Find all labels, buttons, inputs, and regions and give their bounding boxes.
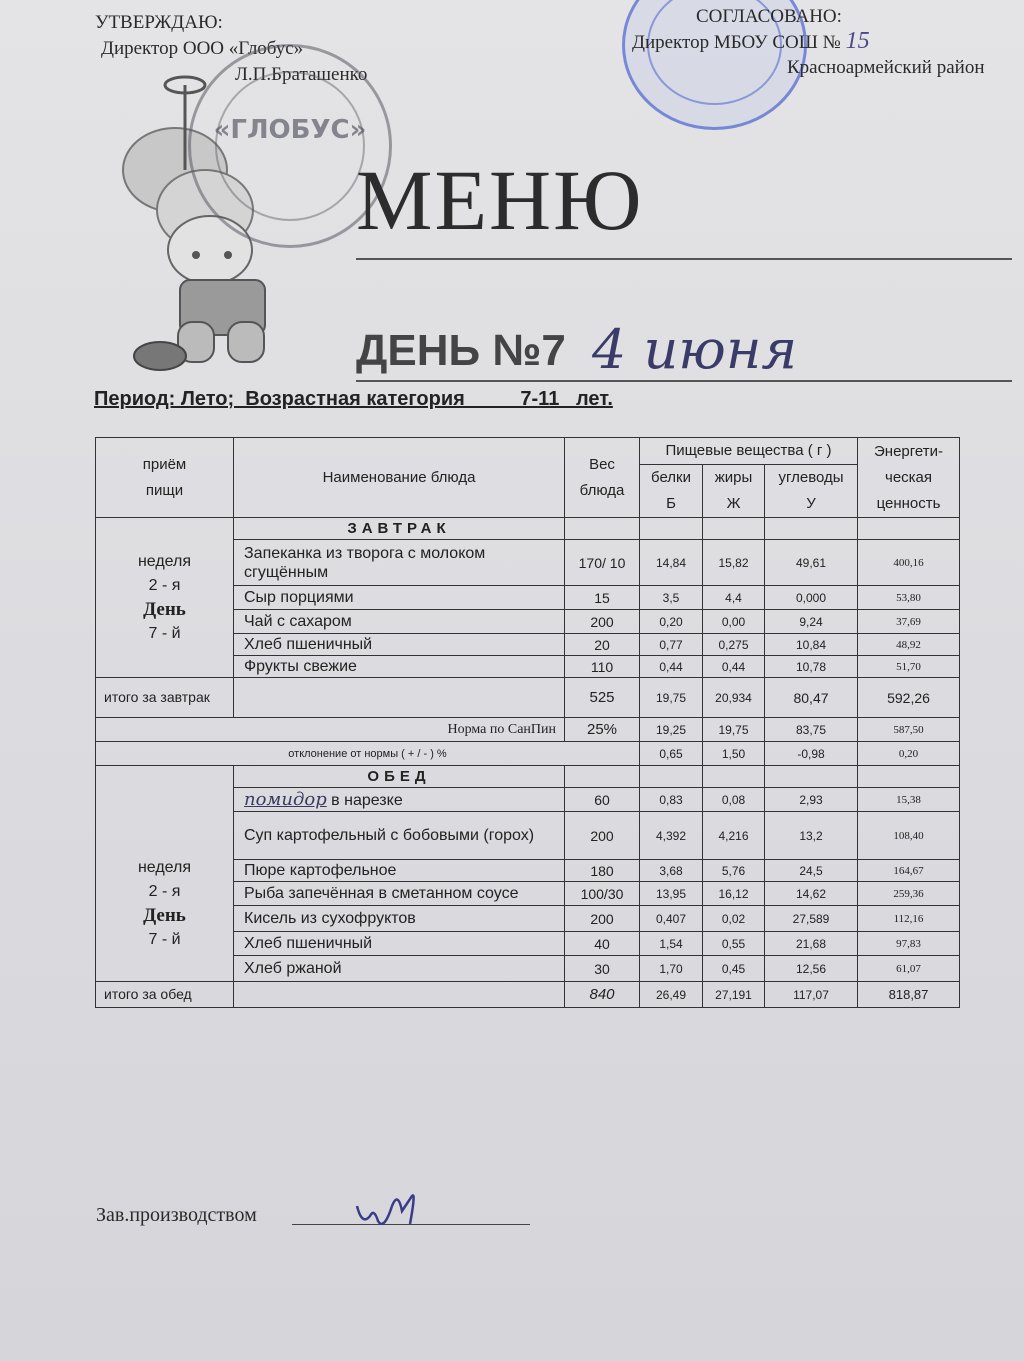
breakfast-total-protein: 19,75 (640, 678, 703, 718)
header-energy-line3: ценность (876, 494, 941, 512)
agreement-district: Красноармейский район (787, 57, 985, 78)
header-energy-line2: ческая (885, 468, 933, 486)
company-stamp-inner-ring (215, 71, 365, 221)
week-label: неделя (137, 552, 192, 570)
dish-fat: 15,82 (703, 540, 765, 586)
dish-protein: 14,84 (640, 540, 703, 586)
dish-name: Хлеб ржаной (234, 956, 565, 982)
dish-weight: 20 (565, 634, 640, 656)
lunch-total-carbs: 117,07 (765, 982, 858, 1008)
header-weight-line2: блюда (579, 481, 625, 499)
dish-name: Хлеб пшеничный (234, 932, 565, 956)
breakfast-section-title: ЗАВТРАК (234, 518, 565, 540)
header-carbs-symbol: У (806, 495, 816, 512)
dish-energy: 164,67 (858, 860, 960, 882)
empty-cell (765, 766, 858, 788)
dish-name: Хлеб пшеничный (234, 634, 565, 656)
dish-weight: 200 (565, 812, 640, 860)
dish-protein: 4,392 (640, 812, 703, 860)
school-number: 15 (845, 28, 870, 54)
header-protein-label: белки (651, 469, 691, 486)
empty-cell (640, 766, 703, 788)
dish-protein: 0,407 (640, 906, 703, 932)
approval-position: Директор ООО «Глобус» (101, 38, 304, 59)
header-weight (565, 438, 640, 518)
breakfast-total-fat: 20,934 (703, 678, 765, 718)
dish-weight: 110 (565, 656, 640, 678)
breakfast-week-cell (96, 518, 234, 678)
empty-cell (703, 518, 765, 540)
lunch-total-weight: 840 (565, 982, 640, 1008)
day-number: 7 - й (148, 930, 181, 948)
dish-protein: 13,95 (640, 882, 703, 906)
approval-signer: Л.П.Браташенко (235, 64, 368, 85)
dish-fat: 0,55 (703, 932, 765, 956)
dish-name: Суп картофельный с бобовыми (горох) (234, 812, 565, 860)
dish-name (234, 788, 565, 812)
dish-energy: 15,38 (858, 788, 960, 812)
dish-fat: 4,4 (703, 586, 765, 610)
dish-name: Пюре картофельное (234, 860, 565, 882)
dish-name: Чай с сахаром (234, 610, 565, 634)
norm-fat: 19,75 (703, 718, 765, 742)
agreement-position-text: Директор МБОУ СОШ № (632, 32, 841, 53)
header-meal (96, 438, 234, 518)
empty-cell (565, 518, 640, 540)
menu-table (95, 437, 960, 1008)
lunch-section-title: ОБЕД (234, 766, 565, 788)
dish-carbs: 12,56 (765, 956, 858, 982)
dish-carbs: 49,61 (765, 540, 858, 586)
breakfast-total-energy: 592,26 (858, 678, 960, 718)
dish-name-printed: в нарезке (331, 791, 403, 809)
company-stamp-name: «ГЛОБУС» (213, 115, 367, 145)
deviation-label: отклонение от нормы ( + / - ) % (96, 742, 640, 766)
dish-carbs: 21,68 (765, 932, 858, 956)
header-energy (858, 438, 960, 518)
dish-name: Кисель из сухофруктов (234, 906, 565, 932)
empty-cell (858, 766, 960, 788)
deviation-carbs: -0,98 (765, 742, 858, 766)
norm-label: Норма по СанПин (96, 718, 565, 742)
dish-weight: 180 (565, 860, 640, 882)
dish-protein: 0,77 (640, 634, 703, 656)
header-weight-line1: Вес (589, 455, 615, 473)
dish-energy: 112,16 (858, 906, 960, 932)
header-fat (703, 465, 765, 518)
lunch-total-protein: 26,49 (640, 982, 703, 1008)
dish-fat: 0,45 (703, 956, 765, 982)
norm-energy: 587,50 (858, 718, 960, 742)
dish-weight: 100/30 (565, 882, 640, 906)
header-protein-symbol: Б (666, 495, 676, 512)
day-number: 7 - й (148, 624, 181, 642)
lunch-total-energy: 818,87 (858, 982, 960, 1008)
header-meal-line1: приём (142, 455, 187, 473)
dish-carbs: 0,000 (765, 586, 858, 610)
dish-fat: 0,08 (703, 788, 765, 812)
dish-protein: 1,70 (640, 956, 703, 982)
dish-energy: 61,07 (858, 956, 960, 982)
empty-cell (765, 518, 858, 540)
dish-protein: 3,5 (640, 586, 703, 610)
dish-name: Фрукты свежие (234, 656, 565, 678)
dish-weight: 200 (565, 906, 640, 932)
title-underline (356, 258, 1012, 260)
lunch-total-label: итого за обед (96, 982, 234, 1008)
dish-weight: 60 (565, 788, 640, 812)
norm-protein: 19,25 (640, 718, 703, 742)
empty-cell (703, 766, 765, 788)
week-number: 2 - я (148, 882, 181, 900)
dish-energy: 48,92 (858, 634, 960, 656)
week-label: неделя (137, 858, 192, 876)
agreement-block (632, 4, 1012, 80)
dish-protein: 0,83 (640, 788, 703, 812)
week-number: 2 - я (148, 576, 181, 594)
deviation-row (96, 742, 960, 766)
empty-cell (234, 982, 565, 1008)
agreement-heading: СОГЛАСОВАНО: (696, 6, 842, 27)
dish-name: Сыр порциями (234, 586, 565, 610)
dish-fat: 16,12 (703, 882, 765, 906)
dish-energy: 51,70 (858, 656, 960, 678)
dish-energy: 108,40 (858, 812, 960, 860)
dish-weight: 40 (565, 932, 640, 956)
dish-name-handwritten: помидор (244, 788, 327, 810)
dish-fat: 0,275 (703, 634, 765, 656)
dish-fat: 0,44 (703, 656, 765, 678)
dish-energy: 400,16 (858, 540, 960, 586)
approval-heading: УТВЕРЖДАЮ: (95, 12, 223, 33)
breakfast-section-row (96, 518, 960, 540)
deviation-fat: 1,50 (703, 742, 765, 766)
dish-fat: 0,02 (703, 906, 765, 932)
empty-cell (565, 766, 640, 788)
page-title: МЕНЮ (356, 152, 644, 248)
agreement-position (632, 29, 1012, 55)
dish-carbs: 10,78 (765, 656, 858, 678)
empty-cell (858, 518, 960, 540)
dish-fat: 5,76 (703, 860, 765, 882)
header-fat-symbol: Ж (726, 495, 741, 512)
norm-carbs: 83,75 (765, 718, 858, 742)
dish-carbs: 10,84 (765, 634, 858, 656)
header-carbs-label: углеводы (778, 469, 844, 486)
footer-label: Зав.производством (96, 1204, 257, 1226)
dish-carbs: 13,2 (765, 812, 858, 860)
day-word: День (143, 904, 186, 926)
dish-name: Рыба запечённая в сметанном соусе (234, 882, 565, 906)
dish-energy: 37,69 (858, 610, 960, 634)
dish-carbs: 9,24 (765, 610, 858, 634)
day-label: ДЕНЬ №7 (356, 326, 566, 375)
period-line: Период: Лето; Возрастная категория 7-11 лет. (94, 388, 613, 410)
dish-energy: 259,36 (858, 882, 960, 906)
dish-weight: 15 (565, 586, 640, 610)
dish-protein: 1,54 (640, 932, 703, 956)
header-dish: Наименование блюда (234, 438, 565, 518)
dish-carbs: 14,62 (765, 882, 858, 906)
dish-weight: 170/ 10 (565, 540, 640, 586)
day-underline (356, 380, 1012, 382)
norm-row (96, 718, 960, 742)
dish-fat: 0,00 (703, 610, 765, 634)
dish-energy: 53,80 (858, 586, 960, 610)
header-protein (640, 465, 703, 518)
header-fat-label: жиры (714, 469, 753, 486)
dish-protein: 0,44 (640, 656, 703, 678)
dish-fat: 4,216 (703, 812, 765, 860)
dish-protein: 3,68 (640, 860, 703, 882)
empty-cell (640, 518, 703, 540)
dish-energy: 97,83 (858, 932, 960, 956)
header-meal-line2: пищи (145, 481, 184, 499)
dish-carbs: 27,589 (765, 906, 858, 932)
header-nutrients: Пищевые вещества ( г ) (640, 438, 858, 465)
deviation-protein: 0,65 (640, 742, 703, 766)
dish-name: Запеканка из творога с молоком сгущённым (234, 540, 565, 586)
table-header (96, 438, 960, 465)
lunch-section-row (96, 766, 960, 788)
breakfast-total-carbs: 80,47 (765, 678, 858, 718)
breakfast-total-label: итого за завтрак (96, 678, 234, 718)
dish-carbs: 24,5 (765, 860, 858, 882)
header-carbs (765, 465, 858, 518)
breakfast-total-weight: 525 (565, 678, 640, 718)
dish-protein: 0,20 (640, 610, 703, 634)
empty-cell (234, 678, 565, 718)
lunch-total-fat: 27,191 (703, 982, 765, 1008)
dish-weight: 200 (565, 610, 640, 634)
lunch-week-cell (96, 766, 234, 982)
deviation-energy: 0,20 (858, 742, 960, 766)
breakfast-total-row (96, 678, 960, 718)
norm-percent: 25% (565, 718, 640, 742)
lunch-total-row (96, 982, 960, 1008)
header-energy-line1: Энергети- (874, 442, 943, 460)
dish-weight: 30 (565, 956, 640, 982)
signature-mark (352, 1186, 432, 1236)
dish-carbs: 2,93 (765, 788, 858, 812)
day-word: День (143, 598, 186, 620)
day-date-handwritten: 4 июня (592, 318, 798, 381)
